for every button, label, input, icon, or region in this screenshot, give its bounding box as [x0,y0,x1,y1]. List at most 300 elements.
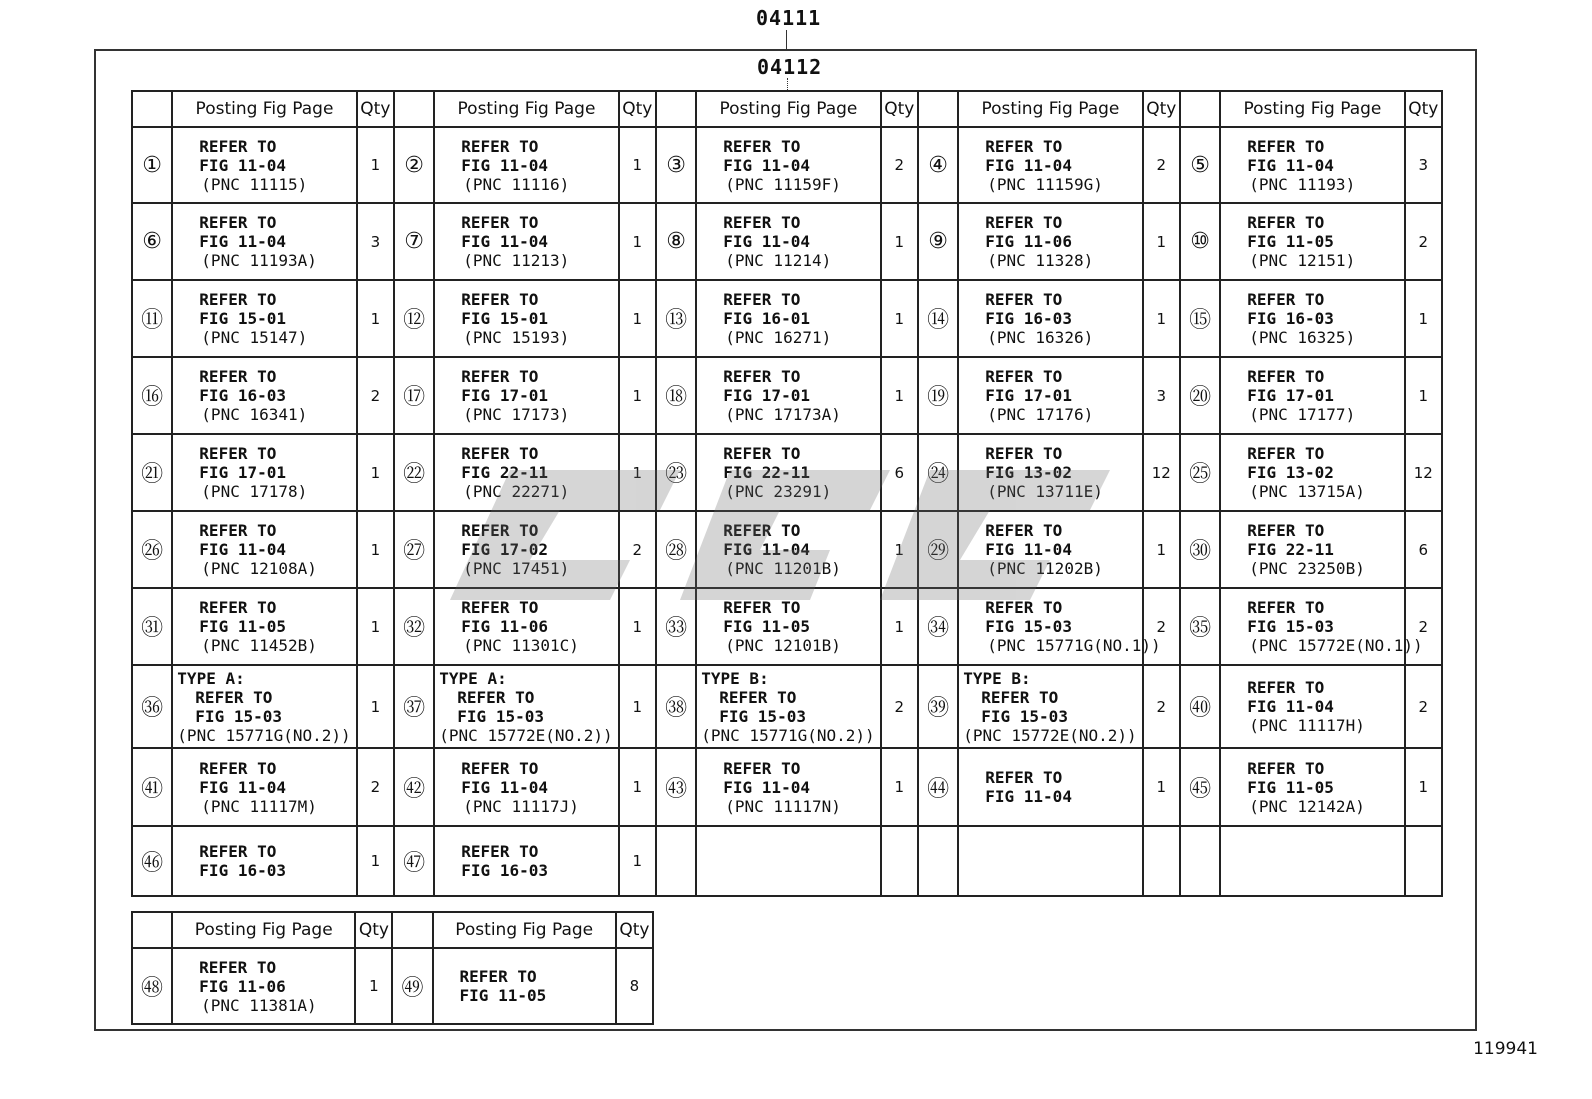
callout-number: ⑰ [394,357,434,434]
fig-page-text: FIG 17-01 [1247,386,1334,405]
quantity: 1 [1405,280,1442,357]
quantity: 2 [357,748,394,826]
posting-reference [434,280,618,357]
pnc-text: (PNC 15771G(NO.1)) [987,636,1161,655]
quantity: 12 [1405,434,1442,511]
callout-number: ㊴ [918,665,958,748]
callout-number: ⑦ [394,203,434,280]
leader-line-04111 [786,30,787,49]
fig-page-text: FIG 16-03 [1247,309,1334,328]
refer-to-text: REFER TO [461,290,539,309]
pnc-text: (PNC 23250B) [1249,559,1365,578]
quantity: 1 [619,826,656,896]
pnc-text: (PNC 11328) [987,251,1094,270]
fig-page-text: FIG 15-03 [457,706,544,726]
quantity: 2 [1405,665,1442,748]
posting-reference [1220,203,1404,280]
pnc-text: (PNC 11117H) [1249,716,1365,735]
callout-number: ⑨ [918,203,958,280]
pnc-text: (PNC 17451) [463,559,570,578]
posting-reference [433,948,616,1024]
callout-number: ㉘ [656,511,696,588]
fig-page-text: FIG 11-04 [723,777,810,797]
refer-to-text: REFER TO [1247,521,1325,540]
refer-to-text: REFER TO [1247,367,1325,386]
refer-to-text: REFER TO [461,213,539,232]
fig-page-text: FIG 16-03 [199,861,286,880]
quantity: 1 [881,280,918,357]
posting-reference [172,127,356,203]
quantity: 1 [1405,357,1442,434]
callout-number: ㊶ [132,748,172,826]
pnc-text: (PNC 11193) [1249,174,1356,194]
refer-to-text: REFER TO [195,687,273,707]
quantity: 2 [881,127,918,203]
quantity: 1 [1143,203,1180,280]
quantity [1143,826,1180,896]
refer-to-text: REFER TO [461,367,539,386]
refer-to-text: REFER TO [199,444,277,463]
fig-page-text: FIG 11-04 [199,540,286,559]
callout-number: ㊽ [132,948,172,1024]
posting-reference [434,357,618,434]
fig-page-text: FIG 13-02 [1247,463,1334,482]
fig-page-text: FIG 13-02 [985,463,1072,482]
quantity: 1 [355,948,392,1024]
fig-page-text: FIG 11-04 [461,777,548,797]
callout-number: ㊺ [1180,748,1220,826]
pnc-text: (PNC 16341) [201,405,308,424]
fig-page-text: FIG 11-04 [985,540,1072,559]
refer-to-text: REFER TO [1247,598,1325,617]
posting-reference [696,434,880,511]
header-qty: Qty [357,91,394,127]
fig-page-text: FIG 11-05 [199,617,286,636]
callout-number: ㉓ [656,434,696,511]
callout-number: ⑳ [1180,357,1220,434]
callout-number: ㉞ [918,588,958,665]
header-qty: Qty [616,912,653,948]
refer-to-text: REFER TO [1247,444,1325,463]
callout-number: ㉑ [132,434,172,511]
posting-reference [696,280,880,357]
posting-reference [1220,434,1404,511]
quantity [1405,826,1442,896]
fig-page-text: FIG 17-02 [461,540,548,559]
quantity: 3 [357,203,394,280]
header-posting-fig-page: Posting Fig Page [433,912,616,948]
parts-reference-table-2 [131,911,654,1025]
callout-number: ⑯ [132,357,172,434]
callout-number: ㉟ [1180,588,1220,665]
pnc-text: (PNC 15772E(NO.2)) [439,725,613,745]
posting-reference [172,588,356,665]
table-header-row [132,91,1442,127]
callout-number: ㉛ [132,588,172,665]
header-qty: Qty [1143,91,1180,127]
pnc-text: (PNC 11115) [201,174,308,194]
fig-page-text: FIG 16-03 [461,861,548,880]
refer-to-text: REFER TO [461,842,539,861]
posting-reference [434,748,618,826]
quantity: 1 [357,826,394,896]
posting-reference [434,511,618,588]
posting-reference [958,826,1142,896]
type-label: TYPE A: [177,668,245,688]
refer-to-text: REFER TO [723,598,801,617]
header-number [394,91,434,127]
refer-to-text: REFER TO [985,136,1063,156]
pnc-text: (PNC 11159F) [725,174,841,194]
header-number [392,912,432,948]
callout-number: ⑲ [918,357,958,434]
refer-to-text: REFER TO [199,842,277,861]
posting-reference [1220,127,1404,203]
table-row [132,665,1442,748]
fig-page-text: FIG 15-03 [981,706,1068,726]
callout-number: ⑮ [1180,280,1220,357]
table-row [132,357,1442,434]
posting-reference [696,665,880,748]
pnc-text: (PNC 17176) [987,405,1094,424]
posting-reference [172,665,356,748]
pnc-text: (PNC 11213) [463,251,570,270]
pnc-text: (PNC 11116) [463,174,570,194]
quantity: 1 [357,588,394,665]
header-posting-fig-page: Posting Fig Page [696,91,880,127]
pnc-text: (PNC 22271) [463,482,570,501]
pnc-text: (PNC 11117N) [725,796,841,816]
posting-reference [696,588,880,665]
refer-to-text: REFER TO [981,687,1059,707]
callout-number: ㊼ [394,826,434,896]
posting-reference [958,588,1161,665]
callout-number: ㊻ [132,826,172,896]
refer-to-text: REFER TO [723,521,801,540]
callout-number: ① [132,127,172,203]
quantity: 2 [1143,588,1180,665]
callout-number: ④ [918,127,958,203]
quantity: 2 [1143,665,1180,748]
header-posting-fig-page: Posting Fig Page [1220,91,1404,127]
posting-reference [958,280,1142,357]
callout-number: ⑥ [132,203,172,280]
callout-number: ⑫ [394,280,434,357]
posting-reference [696,511,880,588]
posting-reference [1220,511,1404,588]
callout-number: ㉝ [656,588,696,665]
refer-to-text: REFER TO [985,521,1063,540]
fig-page-text: FIG 15-03 [1247,617,1334,636]
refer-to-text: REFER TO [457,687,535,707]
header-number [132,91,172,127]
callout-number: ㉖ [132,511,172,588]
refer-to-text: REFER TO [1247,758,1325,778]
pnc-text: (PNC 11202B) [987,559,1103,578]
refer-to-text: REFER TO [199,136,277,156]
quantity: 1 [881,748,918,826]
fig-page-text: FIG 16-01 [723,309,810,328]
header-qty: Qty [355,912,392,948]
posting-reference [434,588,618,665]
refer-to-text: REFER TO [1247,290,1325,309]
posting-reference [1220,588,1423,665]
refer-to-text: REFER TO [1247,136,1325,156]
posting-reference [958,511,1142,588]
quantity: 12 [1143,434,1180,511]
refer-to-text: REFER TO [719,687,797,707]
refer-to-text: REFER TO [985,213,1063,232]
fig-page-text: FIG 11-04 [723,232,810,251]
fig-page-text: FIG 11-04 [723,540,810,559]
refer-to-text: REFER TO [723,213,801,232]
quantity: 1 [357,665,394,748]
pnc-text: (PNC 12101B) [725,636,841,655]
fig-page-text: FIG 11-05 [1247,777,1334,797]
fig-page-text: FIG 17-01 [985,386,1072,405]
pnc-text: (PNC 17173) [463,405,570,424]
type-label: TYPE B: [963,668,1031,688]
posting-reference [434,434,618,511]
assembly-label-04112: 04112 [757,55,823,79]
pnc-text: (PNC 11214) [725,251,832,270]
quantity: 2 [1405,588,1442,665]
quantity: 1 [619,203,656,280]
posting-reference [958,434,1142,511]
quantity: 1 [881,203,918,280]
header-number [132,912,172,948]
fig-page-text: FIG 22-11 [723,463,810,482]
pnc-text: (PNC 15771G(NO.2)) [177,725,351,745]
pnc-text: (PNC 12142A) [1249,796,1365,816]
fig-page-text: FIG 15-03 [719,706,806,726]
quantity: 1 [881,511,918,588]
posting-reference [1220,357,1404,434]
posting-reference [696,203,880,280]
callout-number [656,826,696,896]
refer-to-text: REFER TO [199,367,277,386]
pnc-text: (PNC 11201B) [725,559,841,578]
callout-number: ⑪ [132,280,172,357]
refer-to-text: REFER TO [459,967,537,986]
quantity: 1 [619,127,656,203]
fig-page-text: FIG 11-06 [199,976,286,996]
callout-number: ㉗ [394,511,434,588]
pnc-text: (PNC 11117M) [201,796,317,816]
quantity: 1 [881,588,918,665]
header-qty: Qty [881,91,918,127]
fig-page-text: FIG 11-04 [199,232,286,251]
quantity: 1 [619,748,656,826]
type-label: TYPE A: [439,668,507,688]
refer-to-text: REFER TO [985,290,1063,309]
quantity: 1 [619,665,656,748]
refer-to-text: REFER TO [199,521,277,540]
refer-to-text: REFER TO [985,598,1063,617]
quantity: 3 [1405,127,1442,203]
posting-reference [958,665,1142,748]
refer-to-text: REFER TO [985,768,1063,787]
posting-reference [172,203,356,280]
pnc-text: (PNC 15771G(NO.2)) [701,725,875,745]
posting-reference [172,357,356,434]
table-row [132,280,1442,357]
pnc-text: (PNC 23291) [725,482,832,501]
callout-number: ⑱ [656,357,696,434]
quantity: 2 [1405,203,1442,280]
fig-page-text: FIG 11-04 [199,777,286,797]
pnc-text: (PNC 11193A) [201,251,317,270]
refer-to-text: REFER TO [199,598,277,617]
quantity [881,826,918,896]
callout-number: ⑧ [656,203,696,280]
quantity: 8 [616,948,653,1024]
fig-page-text: FIG 11-05 [723,617,810,636]
quantity: 1 [1143,511,1180,588]
table-row [132,948,653,1024]
callout-number: ⑬ [656,280,696,357]
leader-line-04112 [787,78,788,90]
refer-to-text: REFER TO [461,758,539,778]
assembly-label-04111: 04111 [756,6,822,30]
posting-reference [958,203,1142,280]
callout-number: ㉚ [1180,511,1220,588]
posting-reference [696,357,880,434]
pnc-text: (PNC 15772E(NO.1)) [1249,636,1423,655]
callout-number: ㊾ [392,948,432,1024]
pnc-text: (PNC 15147) [201,328,308,347]
posting-reference [1220,280,1404,357]
quantity: 2 [357,357,394,434]
refer-to-text: REFER TO [723,444,801,463]
quantity: 1 [357,434,394,511]
posting-reference [1220,826,1404,896]
pnc-text: (PNC 11301C) [463,636,579,655]
quantity: 3 [1143,357,1180,434]
refer-to-text: REFER TO [723,136,801,156]
refer-to-text: REFER TO [985,367,1063,386]
header-qty: Qty [1405,91,1442,127]
fig-page-text: FIG 11-04 [1247,697,1334,716]
fig-page-text: FIG 15-03 [985,617,1072,636]
refer-to-text: REFER TO [199,213,277,232]
callout-number: ㊳ [656,665,696,748]
table-header-row [132,912,653,948]
fig-page-text: FIG 11-04 [985,787,1072,806]
posting-reference [172,280,356,357]
posting-reference [172,948,355,1024]
refer-to-text: REFER TO [1247,213,1325,232]
fig-page-text: FIG 11-06 [461,617,548,636]
callout-number: ③ [656,127,696,203]
quantity: 1 [357,280,394,357]
pnc-text: (PNC 11452B) [201,636,317,655]
pnc-text: (PNC 11117J) [463,796,579,816]
fig-page-text: FIG 22-11 [1247,540,1334,559]
quantity: 1 [619,357,656,434]
fig-page-text: FIG 11-06 [985,232,1072,251]
header-number [1180,91,1220,127]
posting-reference [172,826,356,896]
posting-reference [696,748,880,826]
callout-number: ㉜ [394,588,434,665]
posting-reference [696,826,880,896]
fig-page-text: FIG 11-04 [461,232,548,251]
quantity: 1 [619,434,656,511]
posting-reference [958,748,1142,826]
pnc-text: (PNC 13715A) [1249,482,1365,501]
pnc-text: (PNC 17177) [1249,405,1356,424]
table-row [132,127,1442,203]
fig-page-text: FIG 11-05 [459,986,547,1005]
callout-number: ㊵ [1180,665,1220,748]
refer-to-text: REFER TO [723,758,801,778]
posting-reference [172,511,356,588]
fig-page-text: FIG 11-04 [985,155,1072,175]
posting-reference [434,826,618,896]
fig-page-text: FIG 16-03 [199,386,286,405]
table-row [132,434,1442,511]
refer-to-text: REFER TO [723,367,801,386]
fig-page-text: FIG 17-01 [723,386,810,405]
fig-page-text: FIG 11-05 [1247,232,1334,251]
quantity: 1 [1405,748,1442,826]
refer-to-text: REFER TO [199,758,277,778]
quantity: 6 [1405,511,1442,588]
pnc-text: (PNC 17178) [201,482,308,501]
callout-number: ㊲ [394,665,434,748]
parts-reference-table [131,90,1443,897]
pnc-text: (PNC 15772E(NO.2)) [963,725,1137,745]
fig-page-text: FIG 22-11 [461,463,548,482]
pnc-text: (PNC 11159G) [987,174,1103,194]
callout-number: ㊱ [132,665,172,748]
fig-page-text: FIG 17-01 [199,463,286,482]
fig-page-text: FIG 17-01 [461,386,548,405]
refer-to-text: REFER TO [461,598,539,617]
posting-reference [434,203,618,280]
refer-to-text: REFER TO [199,957,277,977]
quantity: 1 [357,127,394,203]
fig-page-text: FIG 11-04 [199,155,286,175]
header-posting-fig-page: Posting Fig Page [172,91,356,127]
header-number [918,91,958,127]
callout-number: ⑩ [1180,203,1220,280]
posting-reference [434,665,618,748]
posting-reference [1220,748,1404,826]
refer-to-text: REFER TO [461,521,539,540]
table-row [132,748,1442,826]
quantity: 1 [1143,748,1180,826]
callout-number: ㉒ [394,434,434,511]
posting-reference [172,434,356,511]
quantity: 1 [619,588,656,665]
type-label: TYPE B: [701,668,769,688]
posting-reference [958,357,1142,434]
callout-number: ⑤ [1180,127,1220,203]
pnc-text: (PNC 13711E) [987,482,1103,501]
callout-number: ㉔ [918,434,958,511]
fig-page-text: FIG 11-04 [723,155,810,175]
fig-page-text: FIG 11-04 [1247,155,1334,175]
callout-number: ㉙ [918,511,958,588]
table-row [132,826,1442,896]
refer-to-text: REFER TO [1247,678,1325,697]
figure-number: 119941 [1473,1039,1538,1059]
fig-page-text: FIG 15-01 [199,309,286,328]
callout-number: ㉕ [1180,434,1220,511]
refer-to-text: REFER TO [199,290,277,309]
